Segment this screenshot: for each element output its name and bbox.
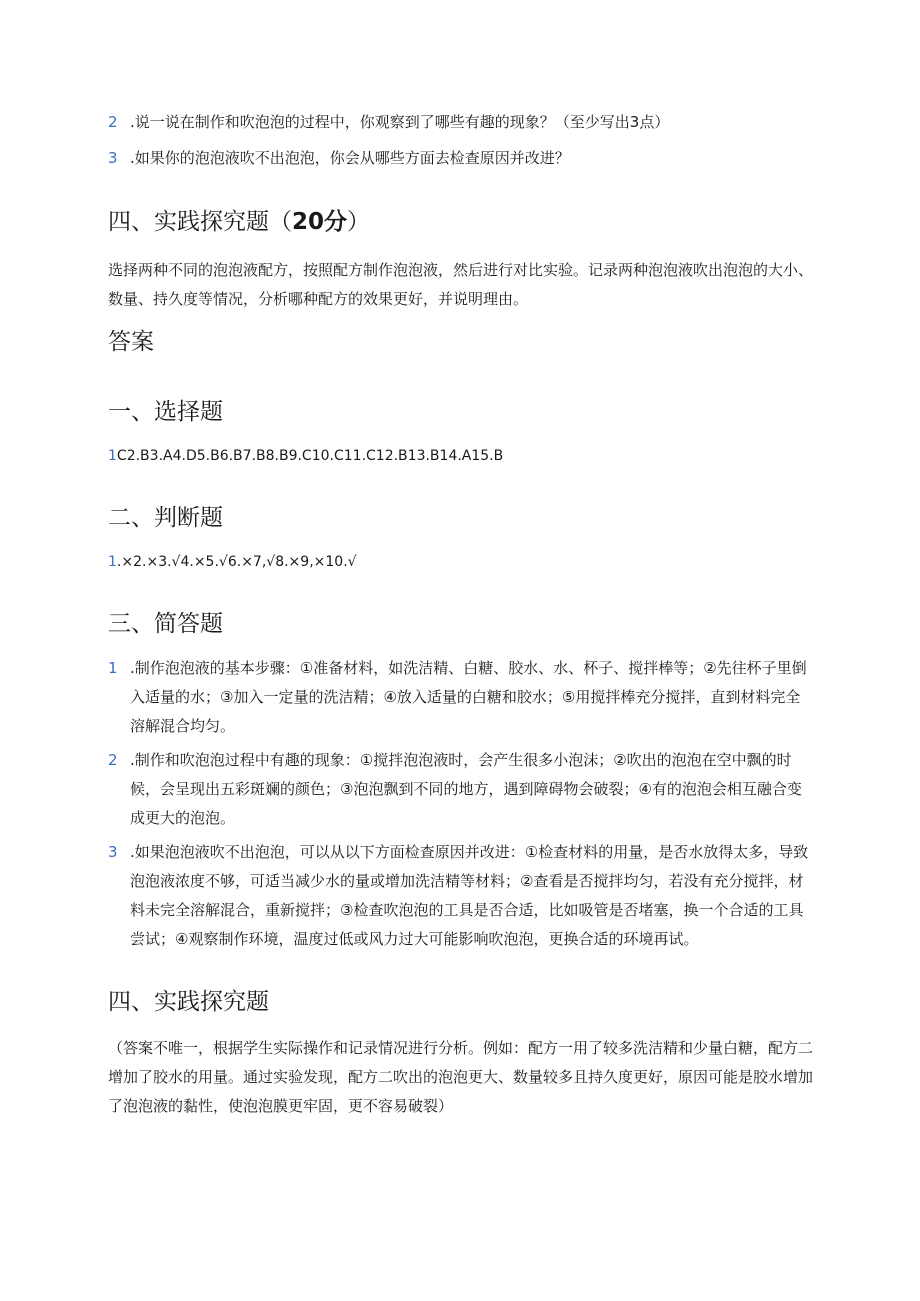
answer-text: .制作和吹泡泡过程中有趣的现象：①搅拌泡泡液时，会产生很多小泡沫；②吹出的泡泡在空中飘的时候，会呈现出五彩斑斓的颜色；③泡泡飘到不同的地方，遇到障碍物会破裂；④有的泡泡会相互融合变成更大的泡泡。 [130,751,802,827]
answers-heading: 答案 [108,329,154,355]
answer-number: 1 [108,659,118,677]
practice-answer-text: （答案不唯一，根据学生实际操作和记录情况进行分析。例如：配方一用了较多洗洁精和少量白糖，配方二增加了胶水的用量。通过实验发现，配方二吹出的泡泡更大、数量较多且持久度更好，原因可能是胶水增加了泡泡液的黏性，使泡泡膜更牢固，更不容易破裂） [108,1039,814,1115]
answer-number: 3 [108,843,118,861]
question-3 [108,144,813,173]
choice-answers-text: C2.B3.A4.D5.B6.B7.B8.B9.C10.C11.C12.B13.B14.A15.B [116,448,504,464]
answer-text: .制作泡泡液的基本步骤：①准备材料，如洗洁精、白糖、胶水、水、杯子、搅拌棒等；②先往杯子里倒入适量的水；③加入一定量的洗洁精；④放入适量的白糖和胶水；⑤用搅拌棒充分搅拌，直到材料完全溶解混合均匀。 [130,659,807,735]
choice-answers-heading: 一、选择题 [108,399,223,425]
section-score: 20分 [292,209,348,235]
question-number: 3 [108,149,118,167]
short-answers-heading: 三、简答题 [108,611,223,637]
question-number: 2 [108,113,118,131]
short-answer-3 [108,838,813,954]
answer-lead-number: 1 [108,448,117,464]
question-2 [108,108,813,137]
judge-answers-line [108,550,813,574]
question-text: .说一说在制作和吹泡泡的过程中，你观察到了哪些有趣的现象？（至少写出3点） [130,113,670,131]
answer-number: 2 [108,751,118,769]
short-answer-2 [108,746,813,833]
judge-answers-heading: 二、判断题 [108,505,223,531]
short-answer-1 [108,654,813,741]
practice-question-text: 选择两种不同的泡泡液配方，按照配方制作泡泡液，然后进行对比实验。记录两种泡泡液吹出泡泡的大小、数量、持久度等情况，分析哪种配方的效果更好，并说明理由。 [108,261,814,308]
answer-text: .如果泡泡液吹不出泡泡，可以从以下方面检查原因并改进：①检查材料的用量，是否水放得太多，导致泡泡液浓度不够，可适当减少水的量或增加洗洁精等材料；②查看是否搅拌均匀，若没有充分搅拌，材料未完全溶解混合，重新搅拌；③检查吹泡泡的工具是否合适，比如吸管是否堵塞，换一个合适的工具尝试；④观察制作环境，温度过低或风力过大可能影响吹泡泡，更换合适的环境再试。 [130,843,809,948]
question-text: .如果你的泡泡液吹不出泡泡，你会从哪些方面去检查原因并改进？ [130,149,570,167]
section-practice-heading [108,206,370,238]
practice-answers-heading: 四、实践探究题 [108,989,269,1015]
section-title-suffix: ） [347,209,371,235]
choice-answers-line [108,444,813,468]
answer-lead-number: 1 [108,554,117,570]
section-title-prefix: 四、实践探究题（ [108,209,292,235]
judge-answers-text: .×2.×3.√4.×5.√6.×7,√8.×9,×10.√ [116,554,357,570]
